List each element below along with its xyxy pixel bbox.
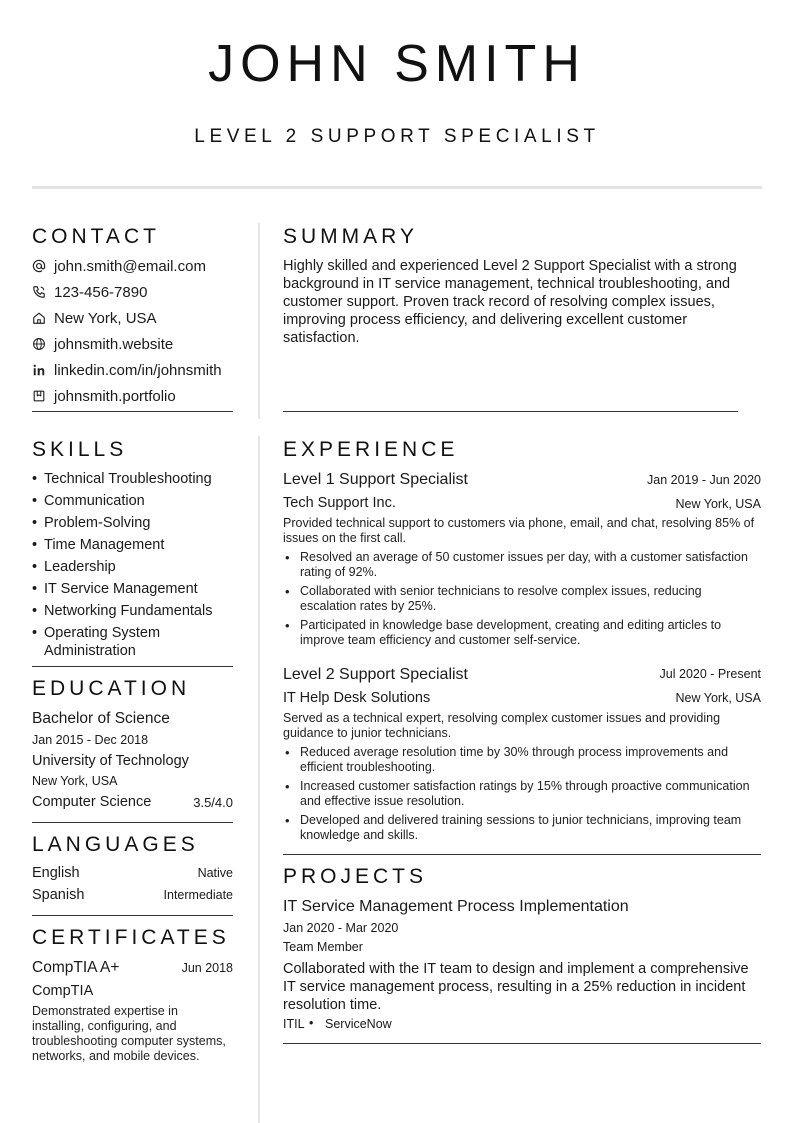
job-title: Level 2 Support Specialist — [283, 666, 468, 683]
language-name: English — [32, 865, 80, 881]
job-bullet-text: Resolved an average of 50 customer issues per day, with a customer satisfaction rating of 92%. — [300, 550, 748, 579]
linkedin-icon — [32, 363, 46, 377]
job-description: Served as a technical expert, resolving complex customer issues and providing guidance to junior technicians. — [283, 711, 721, 740]
education-field: Computer Science — [32, 794, 152, 810]
contact-linkedin-text: linkedin.com/in/johnsmith — [54, 361, 222, 379]
portfolio-icon — [32, 389, 46, 403]
project-dates: Jan 2020 - Mar 2020 — [283, 921, 399, 935]
skill-item: • Leadership — [32, 558, 237, 576]
job-location: New York, USA — [675, 691, 761, 705]
skill-item: • IT Service Management — [32, 580, 237, 598]
education-heading: EDUCATION — [32, 677, 191, 700]
contact-phone[interactable] — [32, 282, 147, 302]
job-bullet: • Increased customer satisfaction ratings by 15% through proactive communication and effective issue resolution. — [285, 779, 750, 808]
job-bullet: • Resolved an average of 50 customer issues per day, with a customer satisfaction rating of 92%. — [285, 550, 748, 579]
job-dates: Jan 2019 - Jun 2020 — [647, 473, 761, 487]
summary-divider — [283, 411, 738, 412]
skills-divider — [32, 666, 233, 667]
job-bullet-text: Increased customer satisfaction ratings by 15% through proactive communication and effective issue resolution. — [300, 779, 750, 808]
contact-heading: CONTACT — [32, 225, 160, 248]
contact-divider — [32, 411, 233, 412]
contact-location-text: New York, USA — [54, 309, 157, 327]
job-bullet: • Reduced average resolution time by 30% through process improvements and efficient troubleshooting. — [285, 745, 729, 774]
skill-item: • Operating System Administration — [32, 624, 207, 660]
education-dates: Jan 2015 - Dec 2018 — [32, 733, 149, 747]
phone-icon — [32, 285, 46, 299]
job-location: New York, USA — [675, 497, 761, 511]
contact-location — [32, 308, 157, 328]
languages-heading: LANGUAGES — [32, 833, 199, 856]
languages-divider — [32, 915, 233, 916]
certificates-heading: CERTIFICATES — [32, 926, 230, 949]
contact-website-text: johnsmith.website — [54, 335, 174, 353]
job-dates: Jul 2020 - Present — [659, 667, 761, 681]
tag-separator: • — [309, 1016, 314, 1030]
job-bullet: • Participated in knowledge base development, creating and editing articles to improve team efficiency and customer self-service. — [285, 618, 722, 647]
skill-item: • Time Management — [32, 536, 237, 554]
language-level: Intermediate — [163, 888, 233, 902]
certificate-name: CompTIA A+ — [32, 959, 120, 976]
job-title: Level 1 Support Specialist — [283, 471, 468, 488]
globe-icon — [32, 337, 46, 351]
certificate-issuer: CompTIA — [32, 983, 94, 999]
project-role: Team Member — [283, 940, 363, 954]
project-tag: ServiceNow — [325, 1017, 392, 1031]
contact-phone-text: 123-456-7890 — [54, 283, 148, 301]
job-description: Provided technical support to customers via phone, email, and chat, resolving 85% of issues on the first call. — [283, 516, 755, 545]
contact-portfolio-text: johnsmith.portfolio — [54, 387, 176, 405]
contact-portfolio[interactable] — [32, 386, 176, 406]
projects-divider — [283, 1043, 761, 1044]
job-bullet: • Collaborated with senior technicians to resolve complex issues, reducing escalation rates by 25%. — [285, 584, 702, 613]
skill-item: • Networking Fundamentals — [32, 602, 237, 620]
contact-email[interactable] — [32, 256, 206, 276]
job-company: Tech Support Inc. — [283, 495, 396, 511]
experience-heading: EXPERIENCE — [283, 438, 459, 461]
skill-item: • Problem-Solving — [32, 514, 237, 532]
experience-divider — [283, 854, 761, 855]
at-sign-icon — [32, 259, 46, 273]
contact-email-text: john.smith@email.com — [54, 257, 206, 275]
skill-item: • Technical Troubleshooting — [32, 470, 237, 488]
education-degree: Bachelor of Science — [32, 710, 170, 727]
column-divider-bottom — [258, 436, 260, 1123]
job-bullet: • Developed and delivered training sessions to junior technicians, improving team knowledge and skills. — [285, 813, 742, 842]
job-bullet-text: Participated in knowledge base development, creating and editing articles to improve team efficiency and customer self-service. — [300, 618, 722, 647]
column-divider-top — [258, 223, 260, 419]
job-title: LEVEL 2 SUPPORT SPECIALIST — [194, 126, 600, 147]
certificate-description: Demonstrated expertise in installing, configuring, and troubleshooting computer systems, networks, and mobile devices. — [32, 1004, 226, 1063]
education-divider — [32, 822, 233, 823]
contact-website[interactable] — [32, 334, 173, 354]
job-company: IT Help Desk Solutions — [283, 690, 431, 706]
language-level: Native — [197, 866, 233, 880]
skills-heading: SKILLS — [32, 438, 128, 461]
job-bullet-text: Developed and delivered training sessions to junior technicians, improving team knowledge and skills. — [300, 813, 742, 842]
language-name: Spanish — [32, 887, 85, 903]
job-bullet-text: Collaborated with senior technicians to resolve complex issues, reducing escalation rates by 25%. — [300, 584, 702, 613]
candidate-name: JOHN SMITH — [208, 35, 586, 93]
education-school: University of Technology — [32, 753, 189, 769]
education-gpa: 3.5/4.0 — [193, 795, 233, 810]
project-tag: ITIL — [283, 1017, 305, 1031]
education-location: New York, USA — [32, 774, 118, 788]
projects-heading: PROJECTS — [283, 865, 428, 888]
summary-text: Highly skilled and experienced Level 2 Support Specialist with a strong background in IT service management, technical troubleshooting, and customer support. Proven track record of resolving complex issues, improving process efficiency, and delivering excellent customer satisfaction. — [283, 258, 737, 346]
project-title: IT Service Management Process Implementation — [283, 898, 629, 915]
certificate-date: Jun 2018 — [181, 961, 233, 975]
job-bullet-text: Reduced average resolution time by 30% through process improvements and efficient troubleshooting. — [300, 745, 729, 774]
summary-heading: SUMMARY — [283, 225, 418, 248]
skill-item: • Communication — [32, 492, 237, 510]
header-divider — [32, 186, 762, 189]
home-icon — [32, 311, 46, 325]
contact-linkedin[interactable] — [32, 360, 222, 380]
project-description: Collaborated with the IT team to design and implement a comprehensive IT service management process, resulting in a 25% reduction in incident resolution time. — [283, 961, 749, 1013]
